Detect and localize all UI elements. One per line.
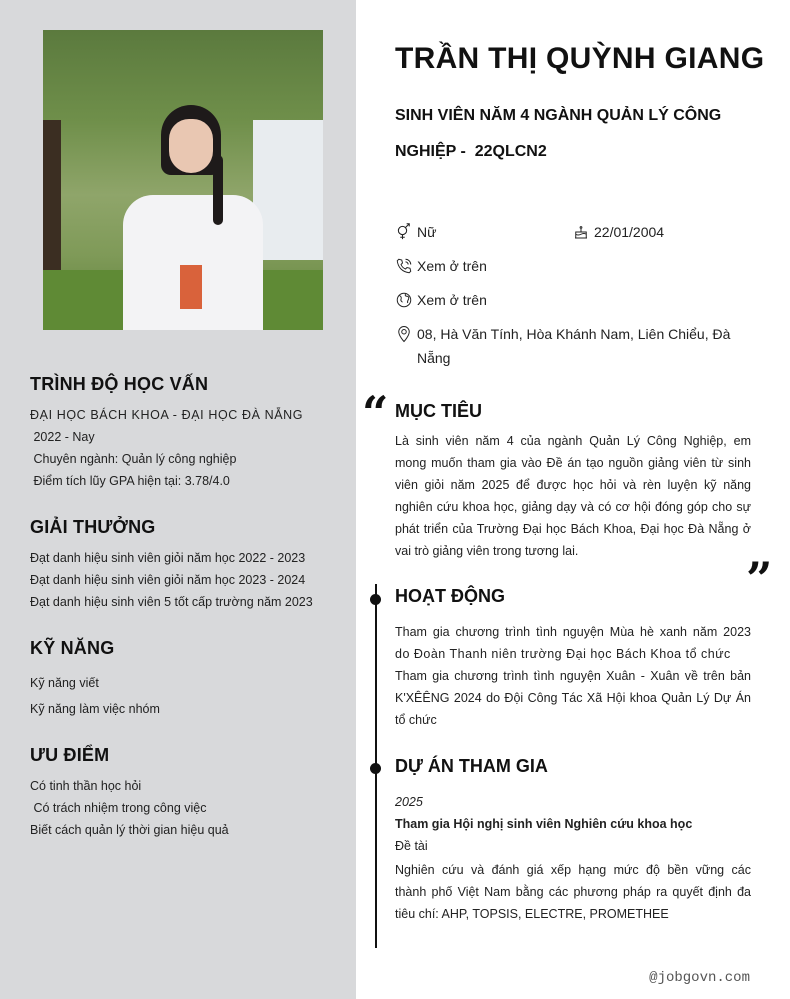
education-line: 2022 - Nay: [30, 430, 95, 444]
objective-line: vai trò giảng viên trong tương lai.: [395, 544, 579, 558]
open-quote-icon: “: [362, 386, 389, 440]
gender-row: [395, 220, 436, 244]
activities-text: [395, 621, 751, 731]
project-label: Đề tài: [395, 839, 428, 853]
phone-icon: [395, 254, 417, 278]
watermark: @jobgovn.com: [649, 970, 750, 986]
education-line: ĐẠI HỌC BÁCH KHOA - ĐẠI HỌC ĐÀ NẴNG: [30, 408, 304, 422]
gender-value: Nữ: [417, 224, 437, 240]
location-pin-icon: [395, 322, 417, 346]
award-line: Đạt danh hiệu sinh viên giỏi năm học 2023 - 2024: [30, 573, 306, 587]
photo-face: [169, 119, 213, 173]
awards-section: [30, 514, 340, 613]
objective-line: nghiên cứu khoa học, giảng dạy và có cơ hội đóng góp cho sự: [395, 500, 751, 514]
award-line: Đạt danh hiệu sinh viên 5 tốt cấp trường năm 2023: [30, 595, 313, 609]
education-title: TRÌNH ĐỘ HỌC VẤN: [30, 374, 209, 394]
birthday-cake-icon: [572, 220, 594, 244]
skills-title: KỸ NĂNG: [30, 638, 115, 658]
phone-value: Xem ở trên: [417, 258, 487, 274]
profile-photo: [43, 30, 323, 330]
project-desc-line: thành phố Việt Nam bằng các phương pháp ra quyết định đa: [395, 885, 751, 899]
strength-line: Có tinh thần học hỏi: [30, 779, 142, 793]
strengths-title: ƯU ĐIỂM: [30, 745, 110, 765]
birthday-row: [572, 220, 664, 244]
address-line: 08, Hà Văn Tính, Hòa Khánh Nam, Liên Chiểu, Đà: [417, 326, 731, 342]
skill-line: Kỹ năng viết: [30, 676, 99, 690]
photo-shirt: [123, 195, 263, 330]
activity-line: Tham gia chương trình tình nguyện Mùa hè xanh năm 2023: [395, 625, 751, 639]
objective-title: MỤC TIÊU: [395, 401, 482, 421]
activities-title: HOẠT ĐỘNG: [395, 586, 505, 606]
photo-person: [113, 105, 273, 330]
activity-line: K'XÊÊNG 2024 do Đội Công Tác Xã Hội khoa Quản Lý Dự Án: [395, 691, 751, 705]
address-row: [395, 322, 755, 370]
objective-line: mong muốn tham gia vào Đề án tạo nguồn giảng viên từ sinh: [395, 456, 751, 470]
projects-title: DỰ ÁN THAM GIA: [395, 756, 548, 776]
education-line: Chuyên ngành: Quản lý công nghiệp: [30, 452, 237, 466]
photo-badge: [180, 265, 202, 309]
birthday-value: 22/01/2004: [594, 224, 665, 240]
project-year: 2025: [395, 795, 423, 809]
website-value: Xem ở trên: [417, 292, 487, 308]
project-desc-line: Nghiên cứu và đánh giá xếp hạng mức độ bền vững các: [395, 863, 751, 877]
phone-row: [395, 254, 487, 278]
address-line: Nẵng: [417, 350, 451, 366]
awards-title: GIẢI THƯỞNG: [30, 517, 156, 537]
strength-line: Biết cách quản lý thời gian hiệu quả: [30, 823, 229, 837]
candidate-name: TRẦN THỊ QUỲNH GIANG: [395, 42, 765, 75]
project-name: Tham gia Hội nghị sinh viên Nghiên cứu khoa học: [395, 817, 693, 831]
education-section: [30, 371, 340, 492]
objective-line: phát triển của Trường Đại học Bách Khoa, Đại học Đà Nẵng ở: [395, 522, 751, 536]
objective-text: [395, 430, 751, 562]
activity-line: tổ chức: [395, 713, 437, 727]
project-desc-line: tiêu chí: AHP, TOPSIS, ELECTRE, PROMETHEE: [395, 907, 669, 921]
close-quote-icon: ”: [746, 552, 773, 606]
globe-icon: [395, 288, 417, 312]
timeline-dot: [370, 763, 381, 774]
address-value: [417, 322, 730, 370]
objective-line: viên giỏi năm 2025 để được học hỏi và rèn luyện kỹ năng: [395, 478, 751, 492]
education-line: Điểm tích lũy GPA hiện tại: 3.78/4.0: [30, 474, 230, 488]
photo-braid: [213, 155, 223, 225]
skills-section: [30, 635, 340, 722]
objective-line: Là sinh viên năm 4 của ngành Quản Lý Công Nghiệp, em: [395, 434, 751, 448]
gender-icon: [395, 220, 417, 244]
website-row: [395, 288, 487, 312]
strengths-section: [30, 742, 340, 841]
strength-line: Có trách nhiệm trong công việc: [30, 801, 207, 815]
candidate-subtitle: [395, 98, 755, 170]
activity-line: do Đoàn Thanh niên trường Đại học Bách Khoa tổ chức: [395, 647, 731, 661]
subtitle-line: NGHIỆP - 22QLCN2: [395, 143, 547, 160]
award-line: Đạt danh hiệu sinh viên giỏi năm học 2022 - 2023: [30, 551, 306, 565]
skill-line: Kỹ năng làm việc nhóm: [30, 702, 160, 716]
subtitle-line: SINH VIÊN NĂM 4 NGÀNH QUẢN LÝ CÔNG: [395, 107, 722, 124]
activity-line: Tham gia chương trình tình nguyện Xuân - Xuân về trên bản: [395, 669, 751, 683]
project-block: [395, 791, 751, 925]
timeline-dot: [370, 594, 381, 605]
